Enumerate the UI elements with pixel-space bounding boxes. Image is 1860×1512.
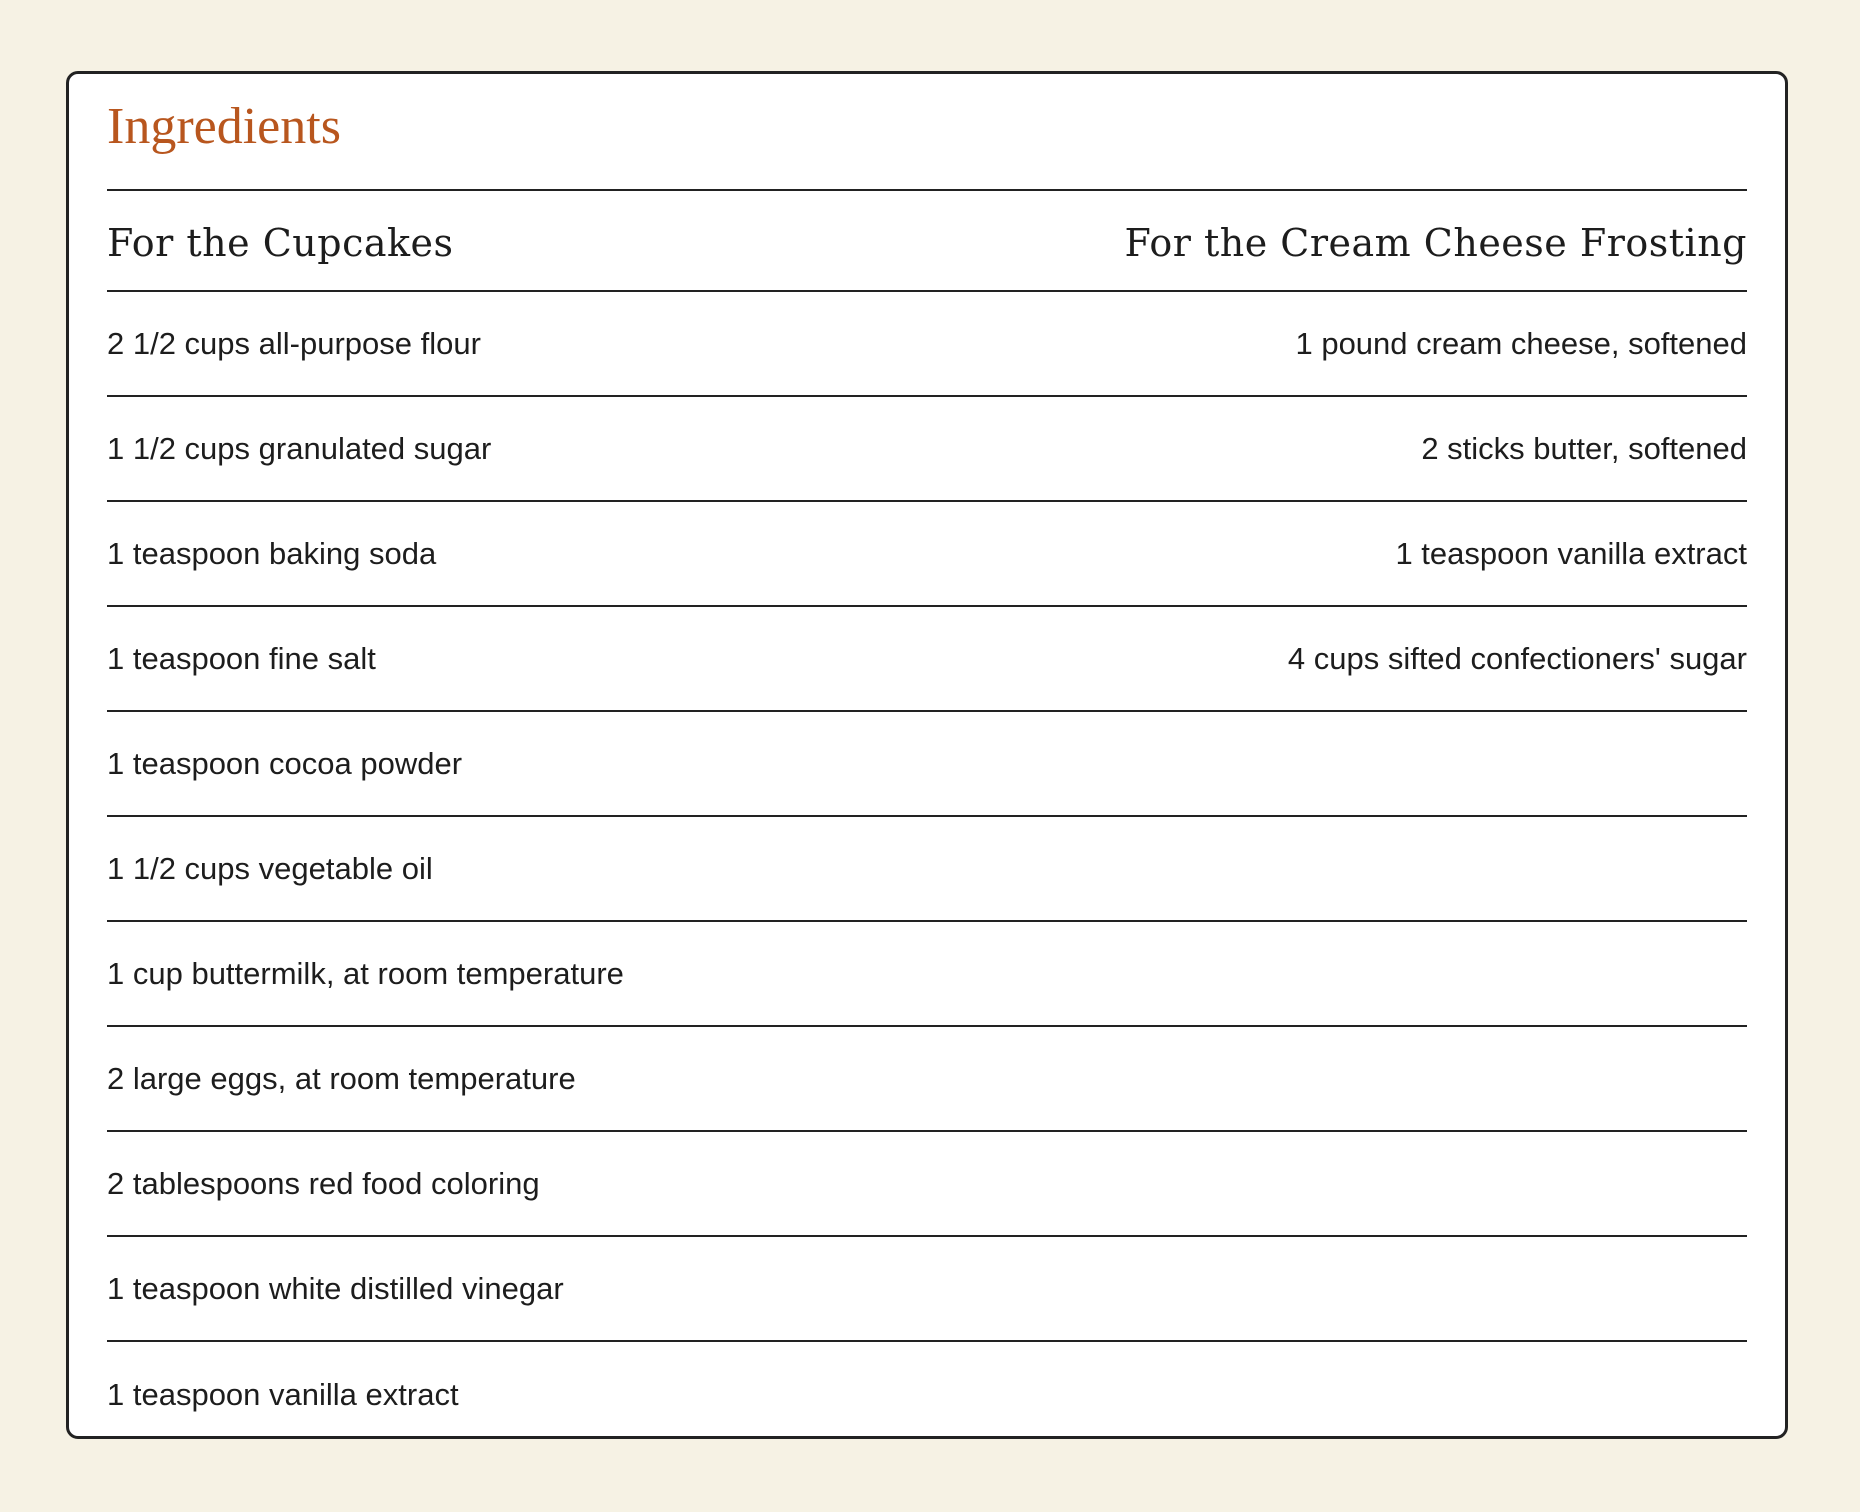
frosting-ingredient: 1 teaspoon vanilla extract bbox=[1395, 535, 1747, 571]
ingredients-table bbox=[107, 189, 1747, 1447]
table-row bbox=[107, 1132, 1747, 1237]
cupcake-ingredient: 1 teaspoon cocoa powder bbox=[107, 745, 463, 781]
cupcake-ingredient: 1 teaspoon white distilled vinegar bbox=[107, 1270, 564, 1306]
table-row bbox=[107, 1237, 1747, 1342]
cupcake-ingredient: 1 1/2 cups granulated sugar bbox=[107, 430, 492, 466]
table-row bbox=[107, 712, 1747, 817]
table-row bbox=[107, 292, 1747, 397]
cupcakes-column-header: For the Cupcakes bbox=[107, 220, 454, 265]
cupcake-ingredient: 1 1/2 cups vegetable oil bbox=[107, 850, 433, 886]
table-header bbox=[107, 191, 1747, 292]
table-row bbox=[107, 1027, 1747, 1132]
cupcake-ingredient: 2 tablespoons red food coloring bbox=[107, 1165, 540, 1201]
cupcake-ingredient: 2 large eggs, at room temperature bbox=[107, 1060, 576, 1096]
table-row bbox=[107, 1342, 1747, 1447]
frosting-column-header: For the Cream Cheese Frosting bbox=[1124, 220, 1747, 265]
cupcake-ingredient: 1 cup buttermilk, at room temperature bbox=[107, 955, 624, 991]
cupcake-ingredient: 1 teaspoon fine salt bbox=[107, 640, 376, 676]
cupcake-ingredient: 1 teaspoon baking soda bbox=[107, 535, 437, 571]
cupcake-ingredient: 1 teaspoon vanilla extract bbox=[107, 1376, 459, 1412]
ingredients-card bbox=[66, 71, 1788, 1439]
table-row bbox=[107, 397, 1747, 502]
table-row bbox=[107, 817, 1747, 922]
table-row bbox=[107, 502, 1747, 607]
frosting-ingredient: 2 sticks butter, softened bbox=[1421, 430, 1747, 466]
frosting-ingredient: 4 cups sifted confectioners' sugar bbox=[1287, 640, 1747, 676]
frosting-ingredient: 1 pound cream cheese, softened bbox=[1295, 325, 1747, 361]
page-title: Ingredients bbox=[107, 98, 341, 155]
cupcake-ingredient: 2 1/2 cups all-purpose flour bbox=[107, 325, 481, 361]
table-row bbox=[107, 607, 1747, 712]
table-row bbox=[107, 922, 1747, 1027]
